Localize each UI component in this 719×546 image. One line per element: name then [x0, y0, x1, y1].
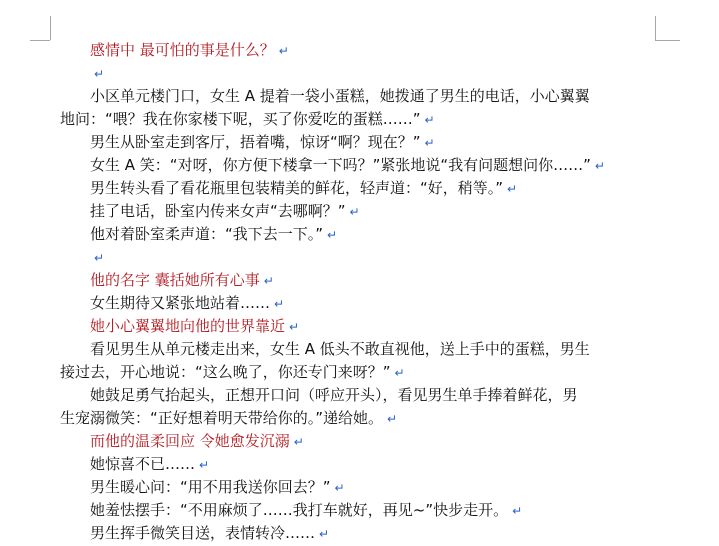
line-text: 男生从卧室走到客厅，捂着嘴，惊讶“啊？现在？” [90, 133, 421, 151]
line-text: 男生转头看了看花瓶里包装精美的鲜花，轻声道：“好，稍等。” [90, 179, 504, 197]
line-text: 女生 A 笑：“对呀，你方便下楼拿一下吗？”紧张地说“我有问题想问你……” [90, 156, 591, 174]
line-text: 男生暖心问：“用不用我送你回去？” [90, 478, 331, 496]
heading-line [90, 269, 670, 292]
paragraph-mark-icon: ↵ [94, 67, 105, 81]
line-text: 生宠溺微笑：“正好想着明天带给你的。”递给她。 [60, 409, 384, 427]
text-line [60, 407, 670, 430]
line-text: 他的名字 囊括她所有心事 [90, 271, 260, 289]
paragraph-mark-icon: ↵ [327, 228, 338, 242]
line-text: 挂了电话，卧室内传来女声“去哪啊？” [90, 202, 346, 220]
line-text: 接过去，开心地说：“这么晚了，你还专门来呀？” [60, 363, 391, 381]
paragraph-mark-icon: ↵ [293, 435, 304, 449]
crop-mark-top-left [30, 40, 50, 41]
text-line [90, 338, 670, 361]
text-line [90, 154, 670, 177]
text-line [90, 246, 670, 269]
paragraph-mark-icon: ↵ [507, 182, 518, 196]
paragraph-mark-icon: ↵ [349, 205, 360, 219]
paragraph-mark-icon: ↵ [319, 527, 330, 541]
text-line [90, 292, 670, 315]
paragraph-mark-icon: ↵ [278, 44, 289, 58]
line-text: 地问：“喂？我在你家楼下呢，买了你爱吃的蛋糕……” [60, 110, 421, 128]
paragraph-mark-icon: ↵ [199, 458, 210, 472]
line-text: 他对着卧室柔声道：“我下去一下。” [90, 225, 324, 243]
line-text: 她鼓足勇气抬起头，正想开口问（呼应开头），看见男生单手捧着鲜花，男 [90, 386, 578, 404]
crop-mark-top-left-vertical [50, 16, 51, 40]
heading-line [90, 39, 670, 62]
paragraph-mark-icon: ↵ [289, 320, 300, 334]
text-line [90, 131, 670, 154]
line-text: 小区单元楼门口，女生 A 提着一袋小蛋糕，她拨通了男生的电话，小心翼翼 [90, 87, 590, 105]
document-body[interactable] [60, 39, 670, 545]
heading-line [90, 315, 670, 338]
paragraph-mark-icon: ↵ [387, 412, 398, 426]
paragraph-mark-icon: ↵ [394, 366, 405, 380]
paragraph-mark-icon: ↵ [263, 274, 274, 288]
line-text: 而他的温柔回应 令她愈发沉溺 [90, 432, 290, 450]
crop-mark-top-right-vertical [655, 16, 656, 40]
text-line [60, 108, 670, 131]
text-line [90, 85, 670, 108]
text-line [90, 177, 670, 200]
text-line [90, 223, 670, 246]
paragraph-mark-icon: ↵ [512, 504, 523, 518]
line-text: 女生期待又紧张地站着…… [90, 294, 271, 312]
heading-line [90, 430, 670, 453]
text-line [90, 499, 670, 522]
line-text: 她小心翼翼地向他的世界靠近 [90, 317, 286, 335]
line-text: 她羞怯摆手：“不用麻烦了……我打车就好，再见~”快步走开。 [90, 501, 509, 519]
text-line [90, 476, 670, 499]
line-text: 她惊喜不已…… [90, 455, 196, 473]
paragraph-mark-icon: ↵ [274, 297, 285, 311]
text-line [90, 453, 670, 476]
paragraph-mark-icon: ↵ [424, 113, 435, 127]
text-line [60, 361, 670, 384]
paragraph-mark-icon: ↵ [424, 136, 435, 150]
paragraph-mark-icon: ↵ [334, 481, 345, 495]
line-text: 看见男生从单元楼走出来，女生 A 低头不敢直视他，送上手中的蛋糕，男生 [90, 340, 590, 358]
line-text: 感情中 最可怕的事是什么？ [90, 41, 275, 59]
paragraph-mark-icon: ↵ [594, 159, 605, 173]
paragraph-mark-icon: ↵ [94, 251, 105, 265]
text-line [90, 62, 670, 85]
text-line [90, 384, 670, 407]
line-text: 男生挥手微笑目送，表情转冷…… [90, 524, 316, 542]
text-line [90, 200, 670, 223]
